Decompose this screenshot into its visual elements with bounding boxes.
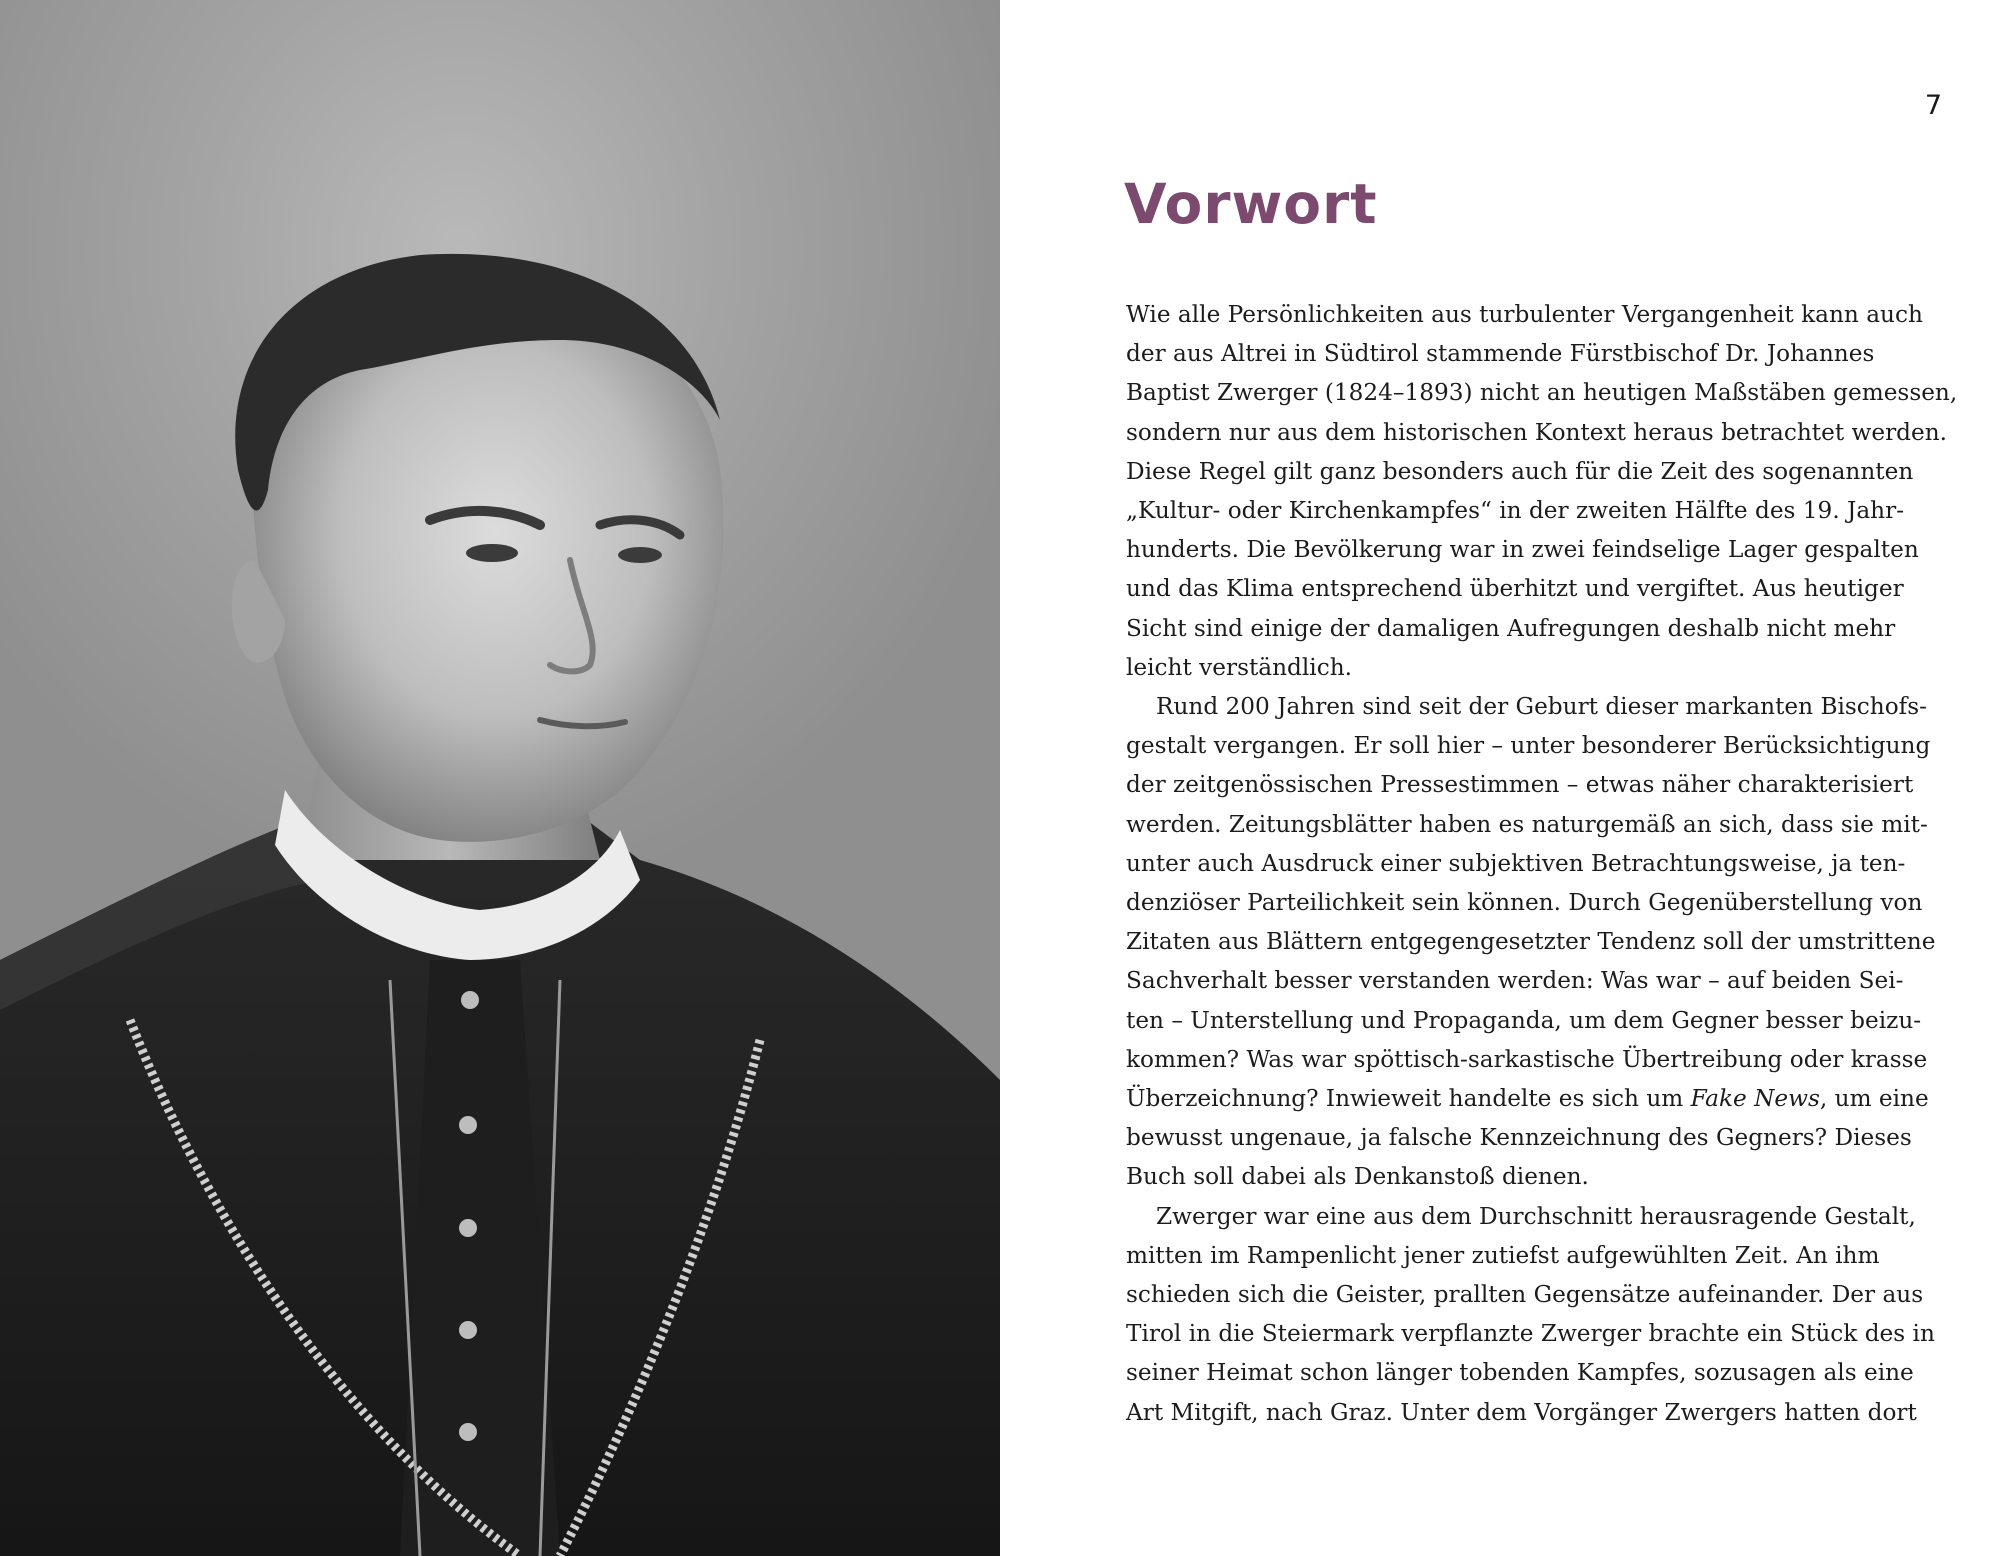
- emphasis-fake-news: Fake News: [1690, 1085, 1820, 1113]
- text-line: Sachverhalt besser verstanden werden: Was war – auf beiden Sei-: [1126, 967, 1904, 995]
- text-line: werden. Zeitungsblätter haben es naturgemäß an sich, dass sie mit-: [1126, 810, 1928, 838]
- text-line-start: Überzeichnung? Inwieweit handelte es sich um: [1126, 1085, 1691, 1113]
- text-line: leicht verständlich.: [1126, 653, 1353, 681]
- text-line: der zeitgenössischen Pressestimmen – etwas näher charakterisiert: [1126, 771, 1914, 799]
- text-line: Baptist Zwerger (1824–1893) nicht an heutigen Maßstäben gemessen,: [1126, 379, 1958, 407]
- text-line: gestalt vergangen. Er soll hier – unter besonderer Berücksichtigung: [1126, 732, 1931, 760]
- text-line: ten – Unterstellung und Propaganda, um dem Gegner besser beizu-: [1126, 1006, 1922, 1034]
- chapter-title: Vorwort: [1124, 172, 1378, 236]
- text-line: sondern nur aus dem historischen Kontext heraus betrachtet werden.: [1126, 418, 1948, 446]
- text-line-end: , um eine: [1819, 1085, 1929, 1113]
- text-line: mitten im Rampenlicht jener zutiefst aufgewühlten Zeit. An ihm: [1126, 1241, 1880, 1269]
- text-line: Rund 200 Jahren sind seit der Geburt dieser markanten Bischofs-: [1156, 693, 1927, 721]
- text-line: hunderts. Die Bevölkerung war in zwei feindselige Lager gespalten: [1126, 536, 1919, 564]
- text-line: Diese Regel gilt ganz besonders auch für die Zeit des sogenannten: [1126, 457, 1914, 485]
- text-line: Zwerger war eine aus dem Durchschnitt herausragende Gestalt,: [1156, 1202, 1916, 1230]
- text-line: Zitaten aus Blättern entgegengesetzter Tendenz soll der umstrittene: [1126, 928, 1936, 956]
- text-line: der aus Altrei in Südtirol stammende Fürstbischof Dr. Johannes: [1126, 340, 1875, 368]
- text-line: unter auch Ausdruck einer subjektiven Betrachtungsweise, ja ten-: [1126, 849, 1906, 877]
- text-line: seiner Heimat schon länger tobenden Kampfes, sozusagen als eine: [1126, 1359, 1914, 1387]
- text-line: kommen? Was war spöttisch-sarkastische Übertreibung oder krasse: [1126, 1045, 1928, 1073]
- page-number: 7: [1924, 90, 1942, 121]
- text-line: und das Klima entsprechend überhitzt und vergiftet. Aus heutiger: [1126, 575, 1904, 603]
- body-text: [1126, 295, 1958, 1432]
- text-line: denziöser Parteilichkeit sein können. Durch Gegenüberstellung von: [1126, 889, 1923, 917]
- text-line: Tirol in die Steiermark verpflanzte Zwerger brachte ein Stück des in: [1126, 1320, 1935, 1348]
- text-line: Wie alle Persönlichkeiten aus turbulenter Vergangenheit kann auch: [1126, 301, 1923, 328]
- text-page: [1000, 0, 2000, 1556]
- text-line: [1126, 1079, 1929, 1118]
- text-line: Buch soll dabei als Denkanstoß dienen.: [1126, 1163, 1589, 1191]
- text-line: Art Mitgift, nach Graz. Unter dem Vorgänger Zwergers hatten dort: [1126, 1398, 1917, 1426]
- text-line: Sicht sind einige der damaligen Aufregungen deshalb nicht mehr: [1126, 614, 1896, 642]
- text-line: bewusst ungenaue, ja falsche Kennzeichnung des Gegners? Dieses: [1126, 1124, 1912, 1152]
- text-line: schieden sich die Geister, prallten Gegensätze aufeinander. Der aus: [1126, 1281, 1924, 1309]
- text-line: „Kultur- oder Kirchenkampfes“ in der zweiten Hälfte des 19. Jahr-: [1126, 497, 1905, 525]
